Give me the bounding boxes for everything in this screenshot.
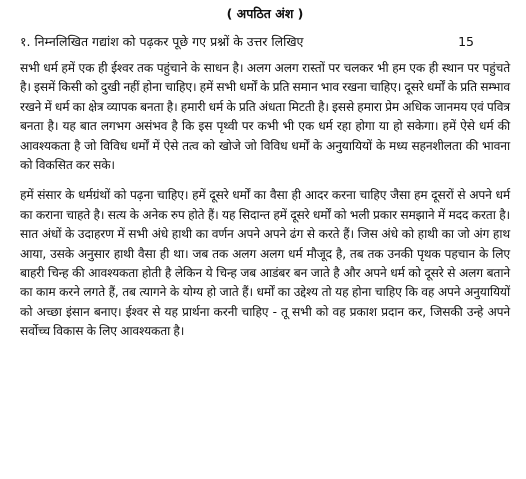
passage-paragraph-1: सभी धर्म हमें एक ही ईश्वर तक पहुंचाने के साधन है। अलग अलग रास्तों पर चलकर भी हम एक ही स्थान पर पहुंचते है। इसमें किसी को दुखी नहीं होना चाहिए। हमें सभी धर्मों के प्रति समान भाव रखना चाहिए। दूसरे धर्मों के प्रति सम्भाव रखने में धर्म का क्षेत्र व्यापक बनता है। हमारी धर्म के प्रति अंधता मिटती है। इससे हमारा प्रेम अधिक जानमय एवं पवित्र बनता है। यह बात लगभग असंभव है कि इस पृथ्वी पर कभी भी एक धर्म रहा होगा या हो सकेगा। हमें ऐसे धर्म की आवश्यकता है जो विविध धर्मों में ऐसे तत्व को खोजे जो विविध धर्मों के अनुयायियों के मध्य सहनशीलता की भावना को विकसित कर सके। [20,61,510,173]
passage-paragraph-2: हमें संसार के धर्मग्रंथों को पढ़ना चाहिए। हमें दूसरे धर्मों का वैसा ही आदर करना चाहिए जैसा हम दूसरों से अपने धर्म का कराना चाहते है। सत्य के अनेक रुप होते हैं। यह सिदान्त हमें दूसरे धर्मों को भली प्रकार समझाने में मदद करता है। सात अंधों के उदाहरण में सभी अंधे हाथी का वर्णन अपने अपने ढंग से करते हैं। जिस अंधे को हाथी का जो अंग हाथ आया, उसके अनुसार हाथी वैसा ही था। जब तक अलग अलग धर्म मौजूद है, तब तक उनकी पृथक पहचान के लिए बाहरी चिन्ह की आवश्यकता होती है लेकिन ये चिन्ह जब आडंबर बन जाते है और अपने धर्म को दूसरे से अलग बताने का काम करने लगते हैं, तब त्यागने के योग्य हो जाते हैं। धर्मों का उद्देश्य तो यह होना चाहिए कि वह अपने अनुयायियों को अच्छा इंसान बनाए। ईश्वर से यह प्रार्थना करनी चाहिए - तू सभी को वह प्रकाश प्रदान कर, जिसकी उन्हे अपने सर्वोच्च विकास के लिए आवश्यकता है। [20,188,510,339]
question-text: १. निम्नलिखित गद्यांश को पढ़कर पूछे गए प्रश्नों के उत्तर लिखिए [20,34,304,49]
question-marks: 15 [458,34,474,49]
section-title: ( अपठित अंश ) [226,6,304,21]
question-line [20,34,510,50]
